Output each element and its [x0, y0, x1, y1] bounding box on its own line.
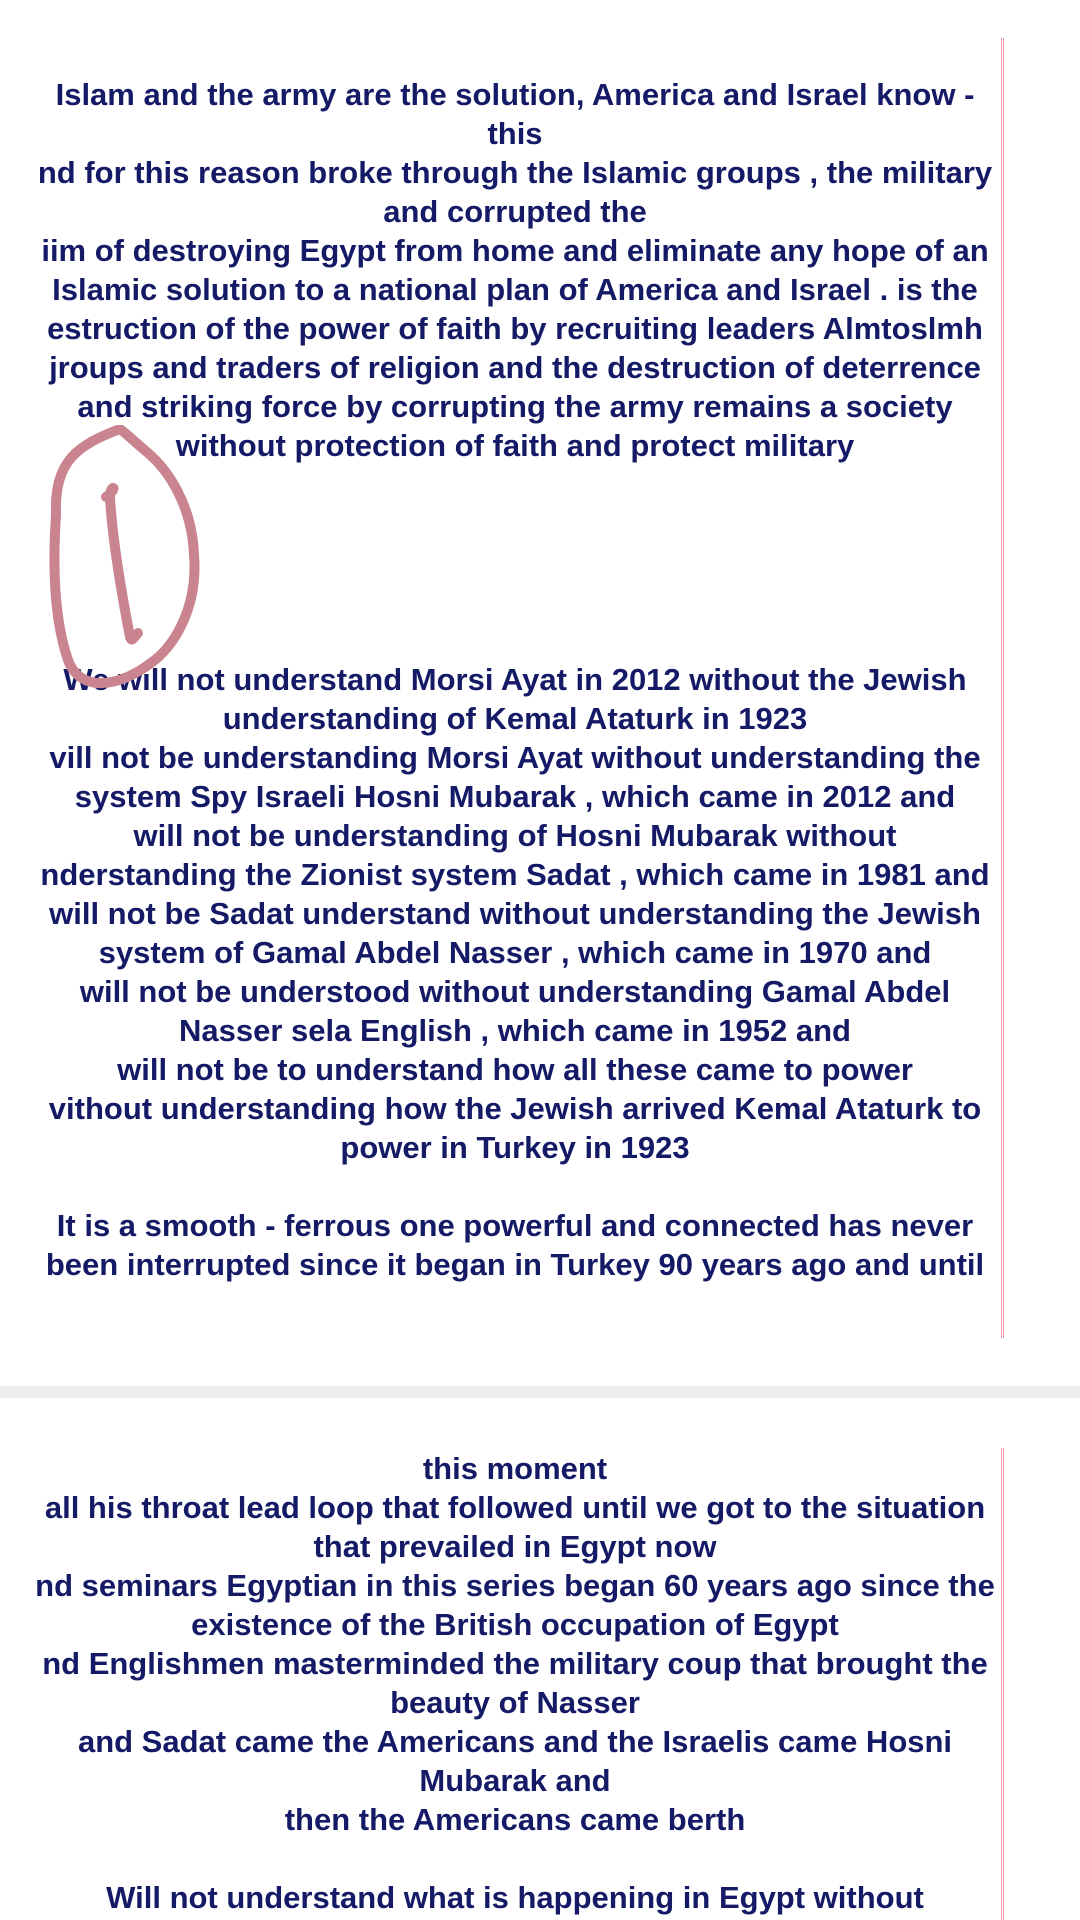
- text-line: Islam and the army are the solution, America and Israel know -: [55, 77, 975, 112]
- text-line: nd Englishmen masterminded the military coup that brought the: [42, 1646, 988, 1681]
- text-line: and corrupted the: [383, 194, 647, 229]
- text-line: and Sadat came the Americans and the Israelis came Hosni: [77, 1724, 953, 1759]
- text-line: Mubarak and: [419, 1763, 611, 1798]
- text-line: that prevailed in Egypt now: [313, 1529, 717, 1564]
- text-line: will not be Sadat understand without understanding the Jewish: [49, 896, 981, 931]
- text-line: will not be to understand how all these came to power: [117, 1052, 913, 1087]
- page-separator: [0, 1386, 1080, 1398]
- text-line: nd seminars Egyptian in this series began 60 years ago since the: [35, 1568, 995, 1603]
- text-line: will not be understanding of Hosni Mubarak without: [133, 818, 897, 853]
- text-line: system of Gamal Abdel Nasser , which came in 1970 and: [98, 935, 932, 970]
- text-line: power in Turkey in 1923: [340, 1130, 690, 1165]
- text-line: understanding of Kemal Ataturk in 1923: [222, 701, 808, 736]
- text-line: all his throat lead loop that followed until we got to the situation: [44, 1490, 986, 1525]
- text-line: this moment: [422, 1451, 608, 1486]
- text-line: Nasser sela English , which came in 1952 and: [179, 1013, 851, 1048]
- text-line: estruction of the power of faith by recruiting leaders Almtoslmh: [47, 311, 983, 346]
- text-line: existence of the British occupation of Egypt: [191, 1607, 839, 1642]
- document-page-2: [0, 1398, 1080, 1920]
- handwritten-one-in-loop-icon: [48, 425, 208, 695]
- text-line: beauty of Nasser: [390, 1685, 640, 1720]
- text-line: Islamic solution to a national plan of America and Israel . is the: [52, 272, 978, 307]
- text-line: and striking force by corrupting the army remains a society: [77, 389, 953, 424]
- text-line: It is a smooth - ferrous one powerful and connected has never: [56, 1208, 974, 1243]
- text-line: Will not understand what is happening in Egypt without: [106, 1880, 924, 1915]
- text-line: nderstanding the Zionist system Sadat , which came in 1981 and: [40, 857, 990, 892]
- text-line: jroups and traders of religion and the destruction of deterrence: [49, 350, 981, 385]
- text-line: this: [487, 116, 543, 151]
- text-line: system Spy Israeli Hosni Mubarak , which came in 2012 and: [74, 779, 956, 814]
- text-line: iim of destroying Egypt from home and eliminate any hope of an: [41, 233, 989, 268]
- text-line: without protection of faith and protect military: [175, 428, 855, 463]
- text-line: vill not be understanding Morsi Ayat without understanding the: [49, 740, 981, 775]
- page-2-text: [0, 1449, 1030, 1917]
- text-line: vithout understanding how the Jewish arrived Kemal Ataturk to: [48, 1091, 982, 1126]
- text-line: We will not understand Morsi Ayat in 2012 without the Jewish: [63, 662, 967, 697]
- text-line: then the Americans came berth: [284, 1802, 746, 1837]
- text-line: been interrupted since it began in Turkey 90 years ago and until: [45, 1247, 985, 1282]
- text-line: will not be understood without understanding Gamal Abdel: [79, 974, 951, 1009]
- text-line: nd for this reason broke through the Islamic groups , the military: [37, 155, 993, 190]
